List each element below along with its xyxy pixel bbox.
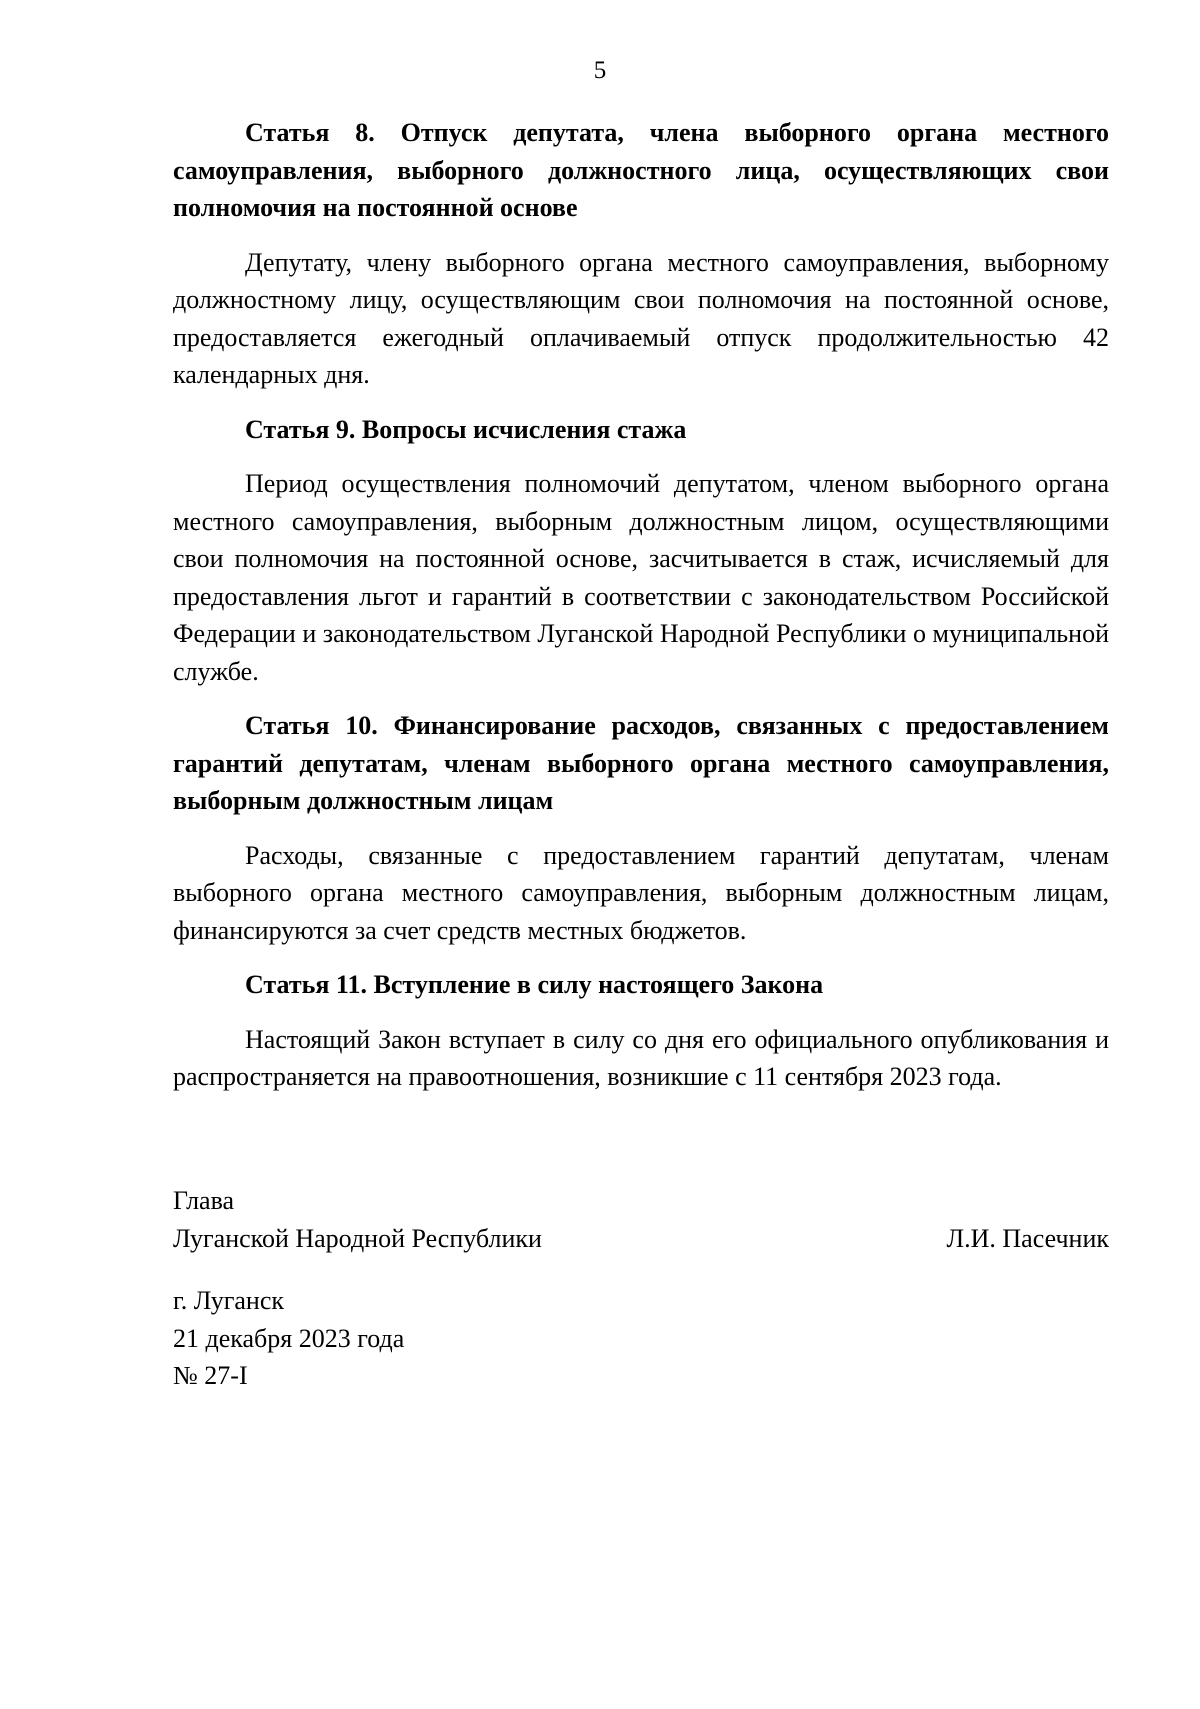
signatory-row bbox=[173, 1220, 1109, 1258]
article-10-text: Расходы, связанные с предоставлением гарантий депутатам, членам выборного органа местного самоуправления, выборным должностным лицам, финансируются за счет средств местных бюджетов. bbox=[173, 840, 1109, 945]
place-city: г. Луганск bbox=[173, 1286, 285, 1315]
document-body bbox=[173, 114, 1109, 1096]
document-date: 21 декабря 2023 года bbox=[173, 1323, 405, 1353]
signatory-name: Л.И. Пасечник bbox=[946, 1223, 1109, 1253]
article-9-text: Период осуществления полномочий депутатом, членом выборного органа местного самоуправления, выборным должностным лицом, осуществляющими свои полномочия на постоянной основе, засчитывается в стаж, исчисляемый для предоставления льгот и гарантий в соответствии с законодательством Российской Федерации и законодательством Луганской Народной Республики о муниципальной службе. bbox=[173, 469, 1109, 686]
page-number: 5 bbox=[593, 57, 607, 84]
document-number: № 27-I bbox=[173, 1361, 248, 1390]
signatory-title-line2: Луганской Народной Республики bbox=[173, 1223, 542, 1253]
article-11-text: Настоящий Закон вступает в силу со дня его официального опубликования и распространяется на правоотношения, возникшие с 11 сентября 2023 года. bbox=[173, 1024, 1109, 1091]
article-11-heading: Статья 11. Вступление в силу настоящего Закона bbox=[245, 970, 824, 999]
signatory-title-line1: Глава bbox=[173, 1186, 235, 1215]
signature-block bbox=[173, 1182, 1109, 1257]
article-8-heading: Статья 8. Отпуск депутата, члена выборного органа местного самоуправления, выборного должностного лица, осуществляющих свои полномочия на постоянной основе bbox=[173, 118, 1109, 222]
article-9-heading: Статья 9. Вопросы исчисления стажа bbox=[245, 414, 687, 444]
place-date-block bbox=[173, 1282, 773, 1395]
article-8-text: Депутату, члену выборного органа местного самоуправления, выборному должностному лицу, осуществляющим свои полномочия на постоянной основе, предоставляется ежегодный оплачиваемый отпуск продолжительностью 42 календарных дня. bbox=[173, 247, 1109, 389]
article-10-heading: Статья 10. Финансирование расходов, связанных с предоставлением гарантий депутатам, членам выборного органа местного самоуправления, выборным должностным лицам bbox=[173, 711, 1109, 815]
